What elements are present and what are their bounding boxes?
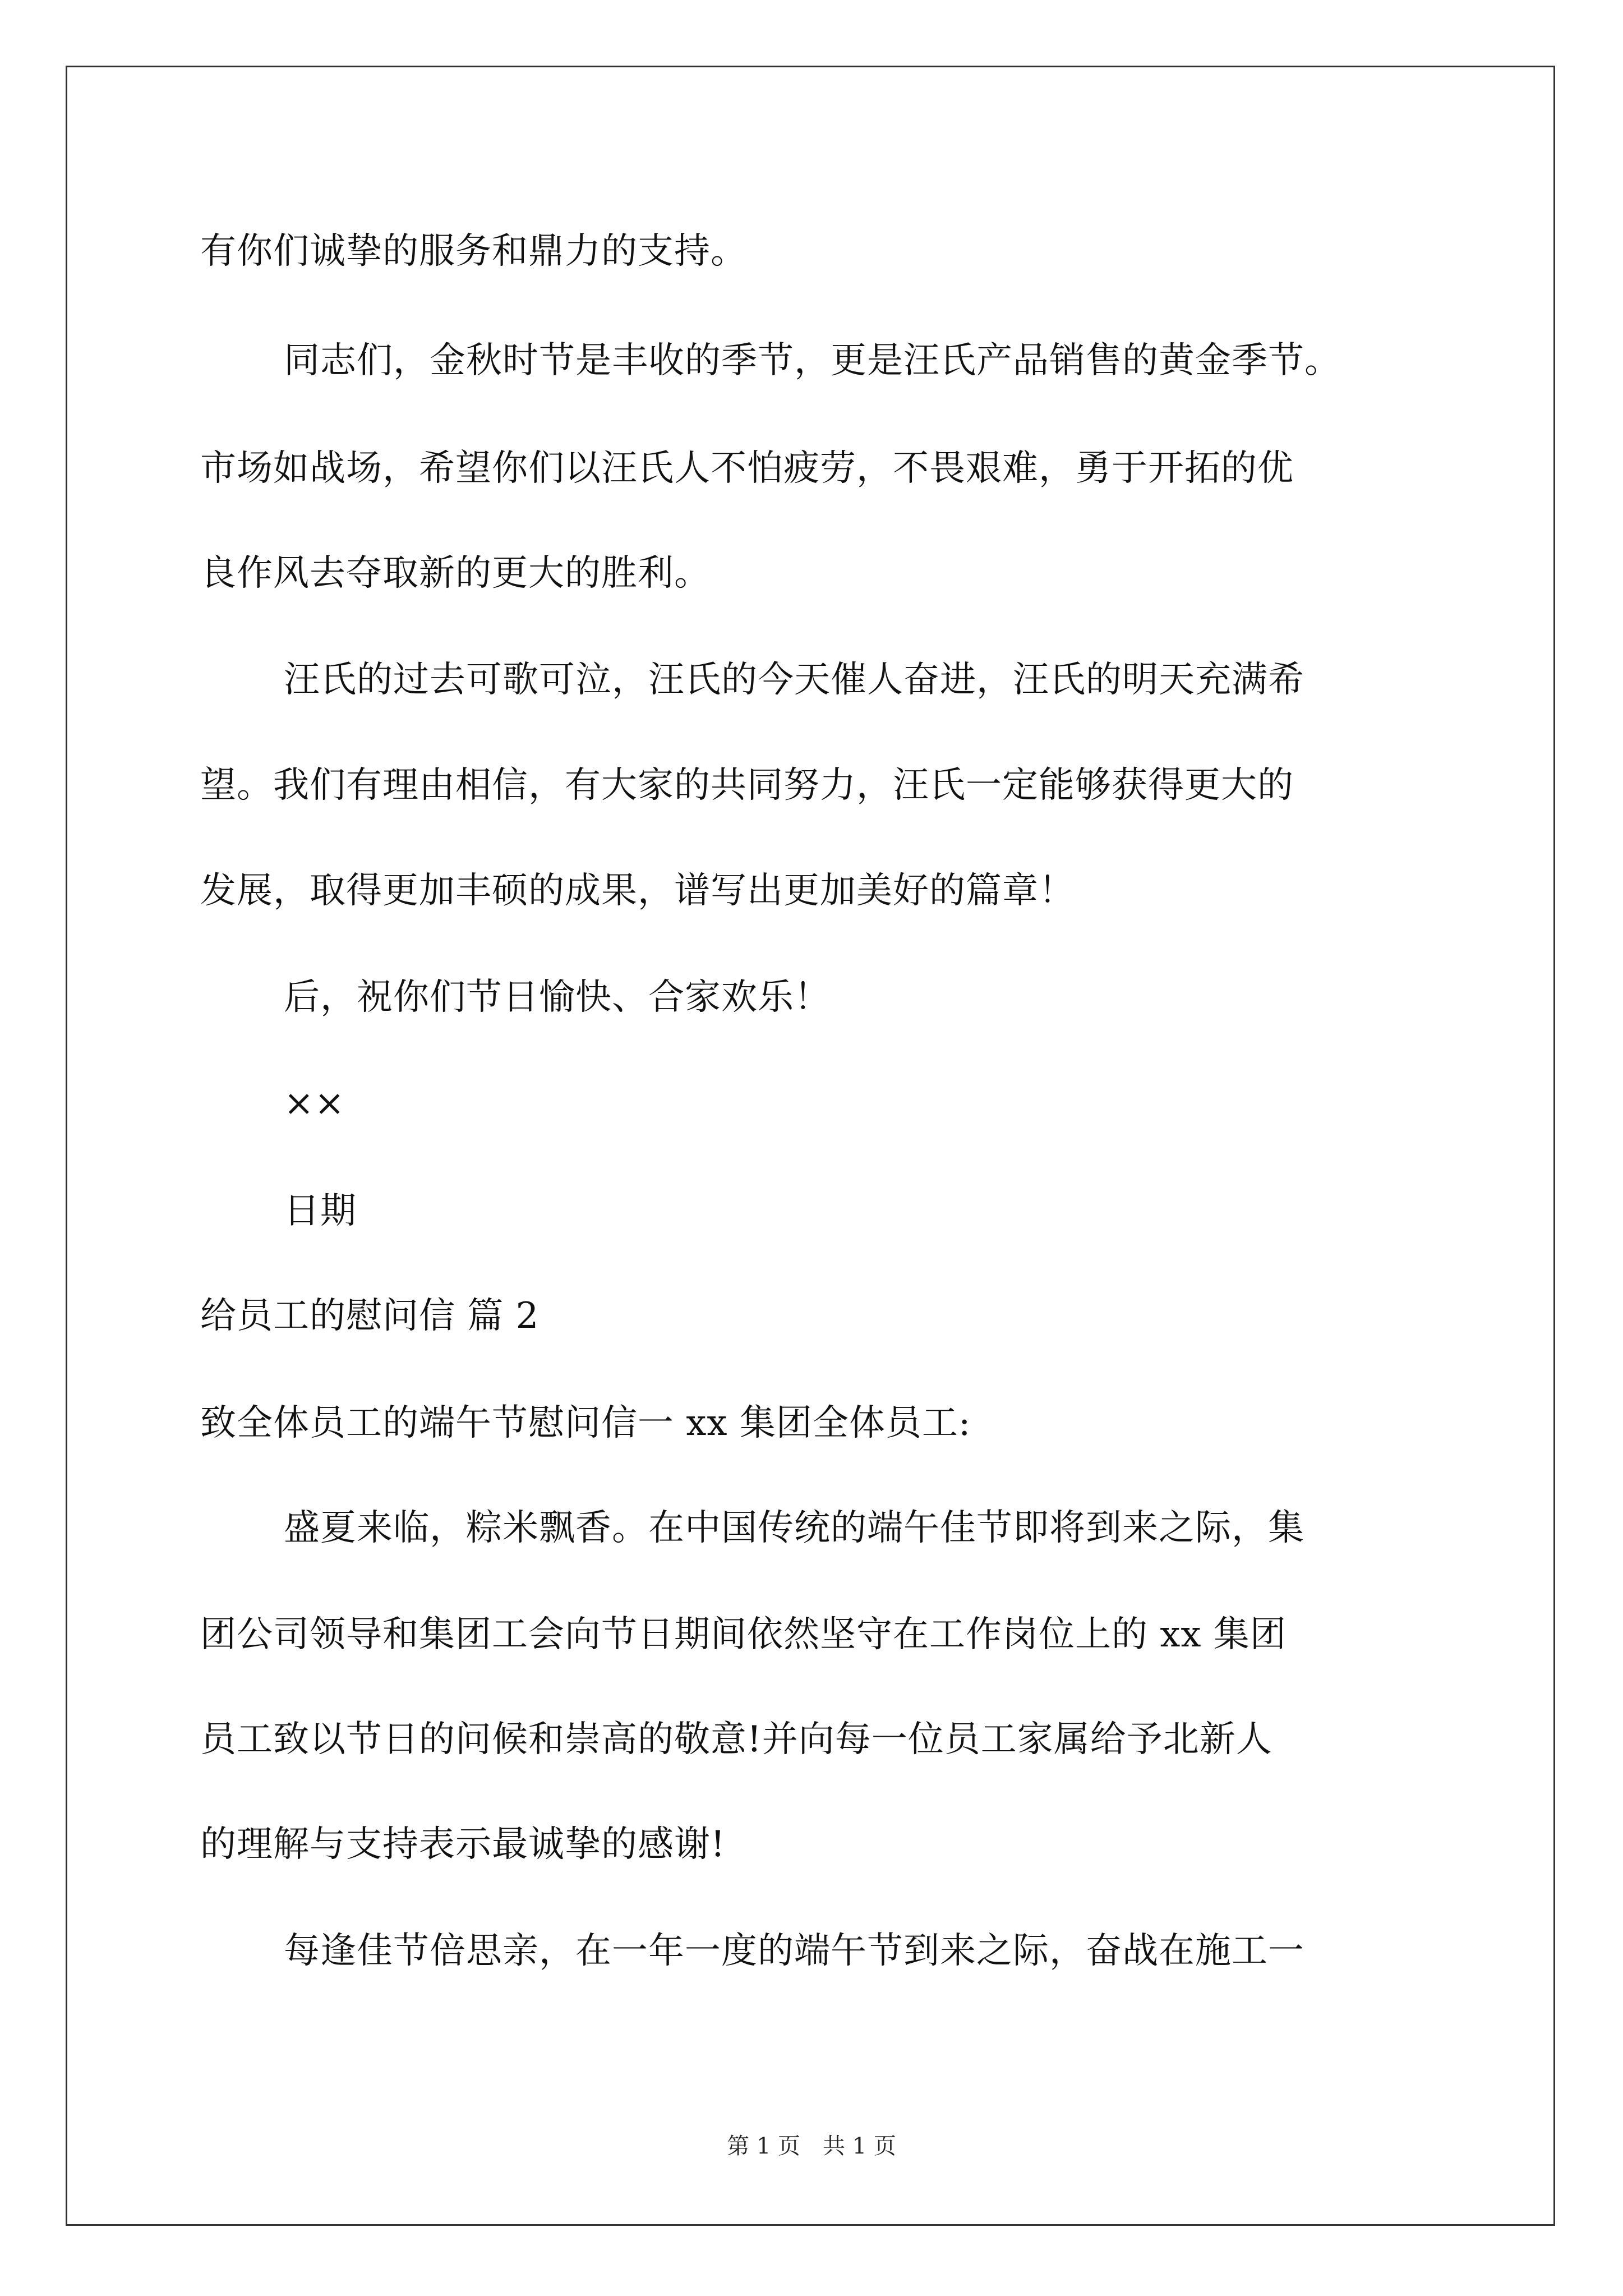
- text-line: 良作风去夺取新的更大的胜利。: [200, 553, 711, 594]
- date-label: 日期: [284, 1190, 357, 1232]
- text-line: 有你们诚挚的服务和鼎力的支持。: [200, 231, 747, 272]
- signature: ××: [284, 1083, 345, 1124]
- text-line: 员工致以节日的问候和崇高的敬意!并向每一位员工家属给予北新人: [200, 1719, 1272, 1760]
- text-line: 汪氏的过去可歌可泣，汪氏的今天催人奋进，汪氏的明天充满希: [284, 659, 1304, 701]
- text-line: 市场如战场，希望你们以汪氏人不怕疲劳，不畏艰难，勇于开拓的优: [200, 448, 1294, 489]
- page-footer: 第 1 页 共 1 页: [727, 2133, 896, 2159]
- text-line: 发展，取得更加丰硕的成果，谱写出更加美好的篇章！: [200, 870, 1075, 912]
- text-line: 的理解与支持表示最诚挚的感谢!: [200, 1824, 726, 1865]
- page-border: [66, 66, 1555, 2226]
- text-line: 团公司领导和集团工会向节日期间依然坚守在工作岗位上的 xx 集团: [200, 1614, 1287, 1655]
- text-line: 后，祝你们节日愉快、合家欢乐！: [284, 977, 831, 1018]
- text-line: 每逢佳节倍思亲，在一年一度的端午节到来之际，奋战在施工一: [284, 1930, 1304, 1972]
- text-line: 盛夏来临，粽米飘香。在中国传统的端午佳节即将到来之际，集: [284, 1507, 1304, 1549]
- text-line: 望。我们有理由相信，有大家的共同努力，汪氏一定能够获得更大的: [200, 765, 1294, 806]
- section-heading: 给员工的慰问信 篇 2: [200, 1295, 540, 1337]
- text-line: 同志们，金秋时节是丰收的季节，更是汪氏产品销售的黄金季节。: [284, 340, 1341, 381]
- letter-salutation: 致全体员工的端午节慰问信一 xx 集团全体员工:: [200, 1402, 971, 1444]
